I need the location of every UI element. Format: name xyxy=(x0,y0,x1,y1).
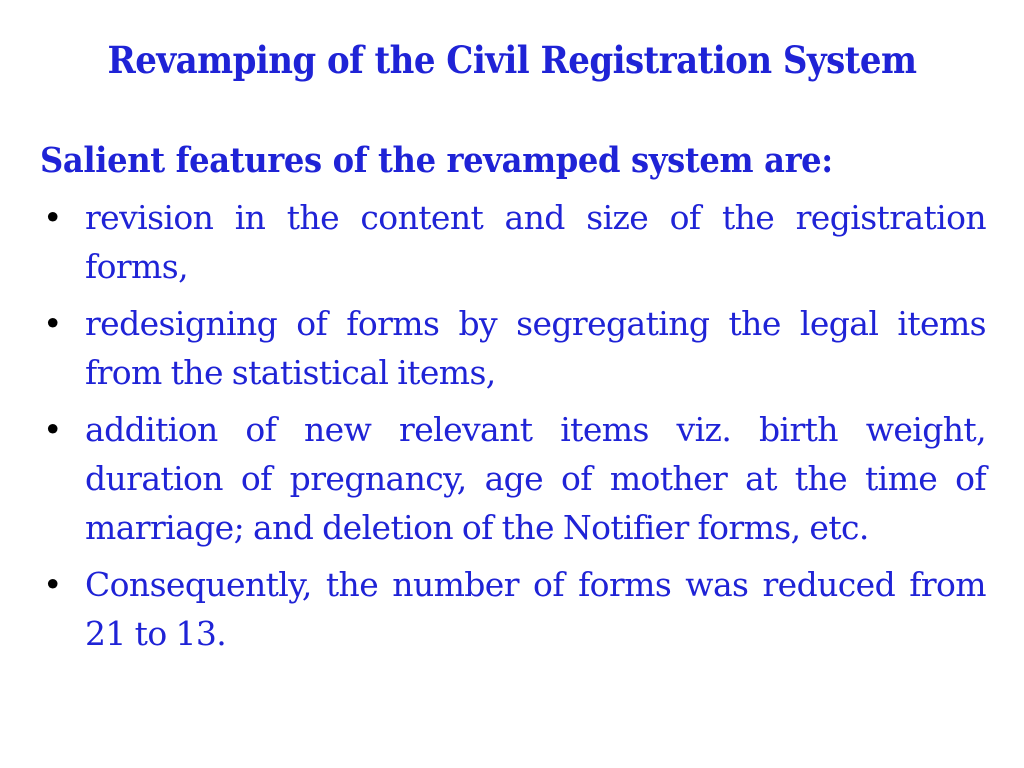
bullet-icon: • xyxy=(43,198,62,237)
lead-text: Salient features of the revamped system are: xyxy=(40,140,833,181)
bullet-text: Consequently, the number of forms was reduced from 21 to 13. xyxy=(85,565,986,653)
bullet-icon: • xyxy=(43,565,62,604)
bullet-text: revision in the content and size of the registration forms, xyxy=(85,198,986,286)
bullet-icon: • xyxy=(43,304,62,343)
bullet-item-3 xyxy=(40,405,986,552)
bullet-icon: • xyxy=(43,410,62,449)
bullet-item-1 xyxy=(40,193,986,291)
bullet-text: redesigning of forms by segregating the legal items from the statistical items, xyxy=(85,304,986,392)
slide-title: Revamping of the Civil Registration System xyxy=(107,38,917,82)
bullet-item-2 xyxy=(40,299,986,397)
bullet-list xyxy=(40,193,986,666)
bullet-text: addition of new relevant items viz. birth weight, duration of pregnancy, age of mother at the time of marriage; and deletion of the Notifier forms, etc. xyxy=(85,410,986,547)
bullet-item-4 xyxy=(40,560,986,658)
